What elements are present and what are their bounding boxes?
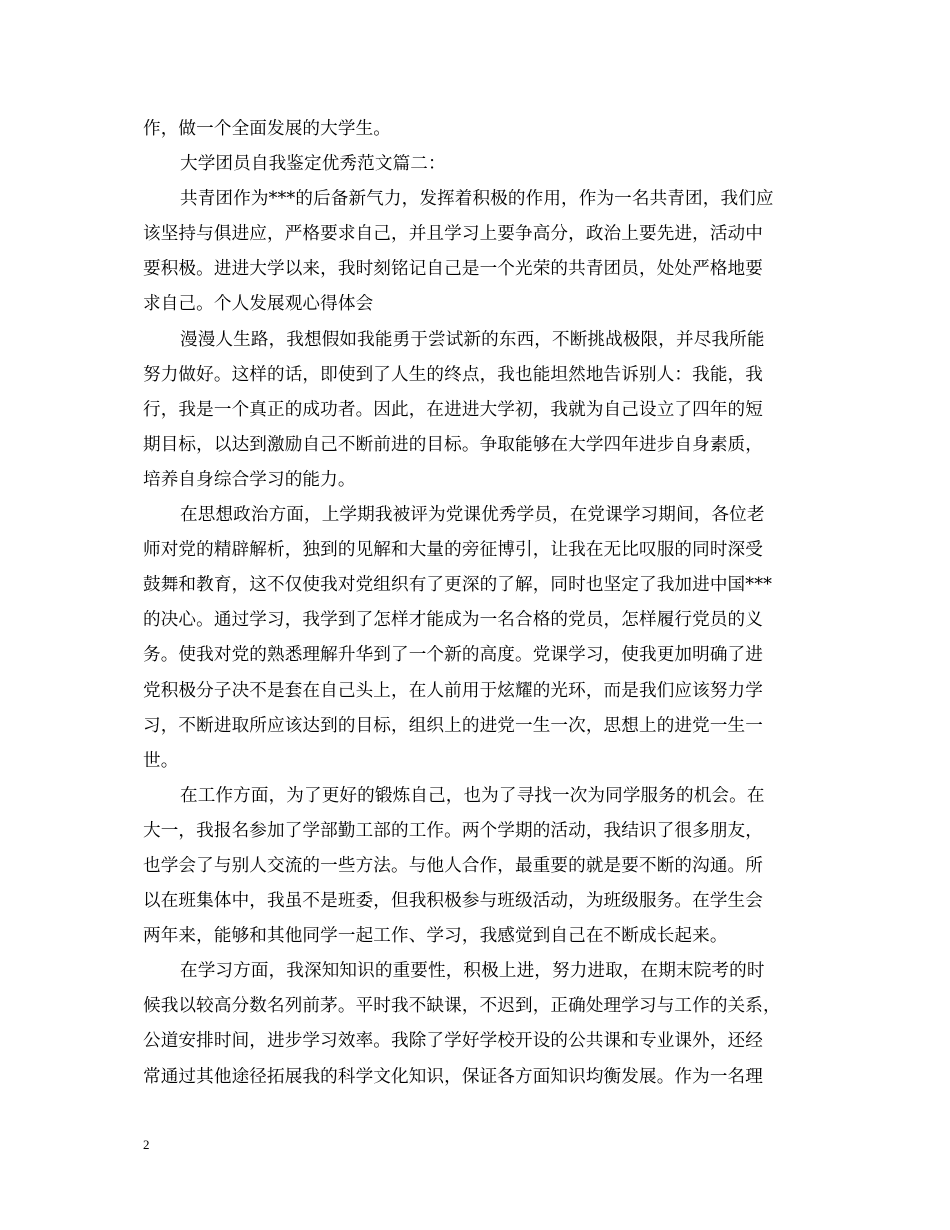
text-line: 努力做好。这样的话，即使到了人生的终点，我也能坦然地告诉别人：我能，我 [143,364,763,385]
text-line: 党积极分子决不是套在自己头上，在人前用于炫耀的光环，而是我们应该努力学 [143,680,763,701]
text-line: 以在班集体中，我虽不是班委，但我积极参与班级活动，为班级服务。在学生会 [143,891,763,912]
text-line: 作，做一个全面发展的大学生。 [143,119,391,139]
text-line: 行，我是一个真正的成功者。因此，在进进大学初，我就为自己设立了四年的短 [143,399,763,420]
text-line: 常通过其他途径拓展我的科学文化知识，保证各方面知识均衡发展。作为一名理 [143,1066,763,1087]
text-line: 大学团员自我鉴定优秀范文篇二： [180,154,446,175]
text-line: 的决心。通过学习，我学到了怎样才能成为一名合格的党员，怎样履行党员的义 [143,610,763,631]
text-line: 务。使我对党的熟悉理解升华到了一个新的高度。党课学习，使我更加明确了进 [143,645,763,666]
page-number: 2 [143,1137,150,1152]
text-line: 求自己。个人发展观心得体会 [143,294,374,315]
text-line: 培养自身综合学习的能力。 [143,469,356,490]
text-line: 师对党的精辟解析，独到的见解和大量的旁征博引，让我在无比叹服的同时深受 [143,540,763,561]
text-line: 习，不断进取所应该达到的目标，组织上的进党一生一次，思想上的进党一生一 [143,715,763,736]
text-line: 共青团作为***的后备新气力，发挥着积极的作用，作为一名共青团，我们应 [180,189,774,210]
text-line: 世。 [143,750,179,771]
text-line: 大一，我报名参加了学部勤工部的工作。两个学期的活动，我结识了很多朋友， [143,820,763,841]
text-line: 期目标，以达到激励自己不断前进的目标。争取能够在大学四年进步自身素质， [143,434,763,455]
text-line: 在学习方面，我深知知识的重要性，积极上进，努力进取，在期末院考的时 [180,961,765,982]
text-line: 鼓舞和教育，这不仅使我对党组织有了更深的了解，同时也坚定了我加进中国*** [143,575,773,596]
text-line: 该坚持与俱进应，严格要求自己，并且学习上要争高分，政治上要先进，活动中 [143,224,763,245]
text-line: 也学会了与别人交流的一些方法。与他人合作，最重要的就是要不断的沟通。所 [143,855,763,876]
text-line: 候我以较高分数名列前茅。平时我不缺课，不迟到，正确处理学习与工作的关系， [143,996,781,1017]
text-line: 要积极。进进大学以来，我时刻铭记自己是一个光荣的共青团员，处处严格地要 [143,259,763,280]
text-line: 公道安排时间，进步学习效率。我除了学好学校开设的公共课和专业课外，还经 [143,1031,763,1052]
text-line: 两年来，能够和其他同学一起工作、学习，我感觉到自己在不断成长起来。 [143,926,728,947]
body-text [143,112,810,1095]
text-line: 漫漫人生路，我想假如我能勇于尝试新的东西，不断挑战极限，并尽我所能 [180,329,765,350]
text-line: 在思想政治方面，上学期我被评为党课优秀学员，在党课学习期间，各位老 [180,505,765,526]
text-line: 在工作方面，为了更好的锻炼自己，也为了寻找一次为同学服务的机会。在 [180,785,765,806]
